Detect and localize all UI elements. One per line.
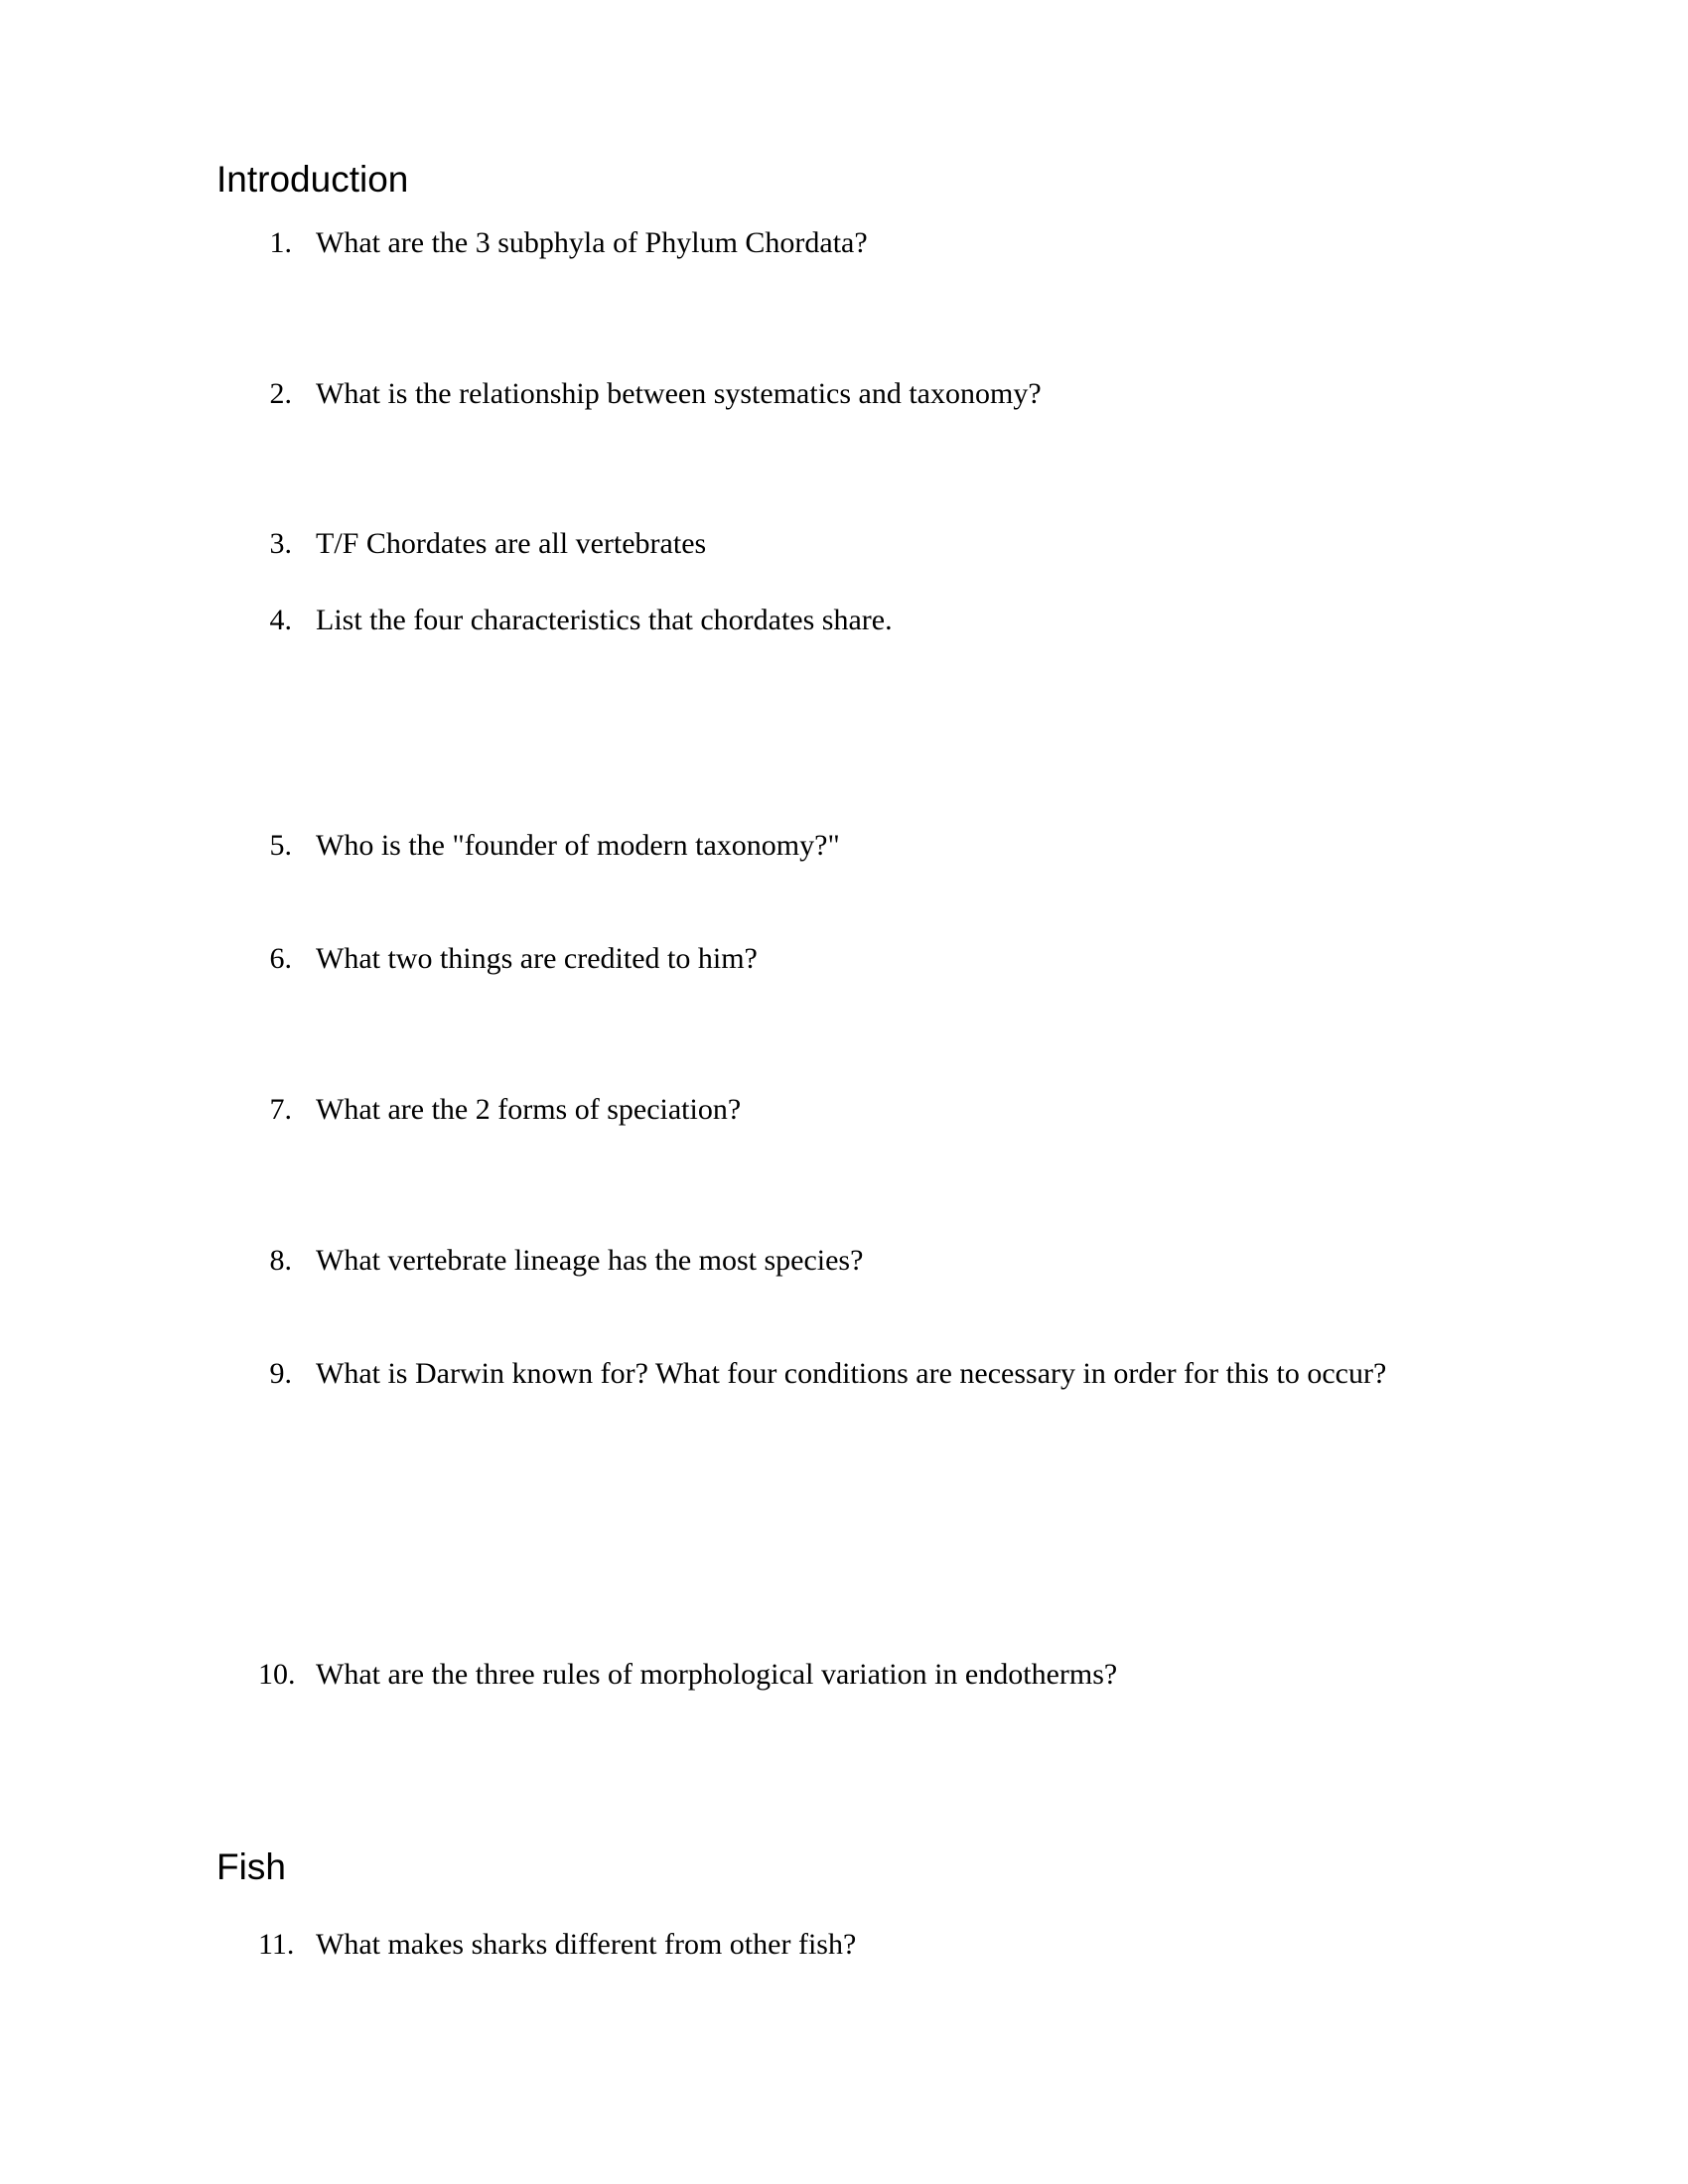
question-text: What are the 3 subphyla of Phylum Chordata?: [316, 226, 868, 259]
section-heading-introduction: Introduction: [216, 159, 409, 200]
question-number: 4.: [269, 604, 292, 636]
question-text: List the four characteristics that chordates share.: [316, 604, 893, 636]
question-number: 2.: [269, 377, 292, 410]
question-number: 1.: [269, 226, 292, 259]
question-text: What makes sharks different from other fish?: [316, 1928, 857, 1961]
question-text: What are the 2 forms of speciation?: [316, 1093, 742, 1126]
question-number: 3.: [269, 527, 292, 560]
question-number: 11.: [258, 1928, 295, 1961]
question-text: What vertebrate lineage has the most species?: [316, 1244, 864, 1277]
question-text: What two things are credited to him?: [316, 942, 758, 975]
question-text: What is the relationship between systematics and taxonomy?: [316, 377, 1042, 410]
question-number: 10.: [258, 1658, 296, 1691]
question-text: T/F Chordates are all vertebrates: [316, 527, 707, 560]
question-number: 5.: [269, 829, 292, 862]
question-number: 6.: [269, 942, 292, 975]
question-text: Who is the "founder of modern taxonomy?": [316, 829, 840, 862]
question-number: 7.: [269, 1093, 292, 1126]
question-number: 8.: [269, 1244, 292, 1277]
section-heading-fish: Fish: [216, 1846, 286, 1887]
question-text: What is Darwin known for? What four conditions are necessary in order for this to occur?: [316, 1357, 1387, 1390]
question-number: 9.: [269, 1357, 292, 1390]
question-text: What are the three rules of morphological variation in endotherms?: [316, 1658, 1118, 1691]
